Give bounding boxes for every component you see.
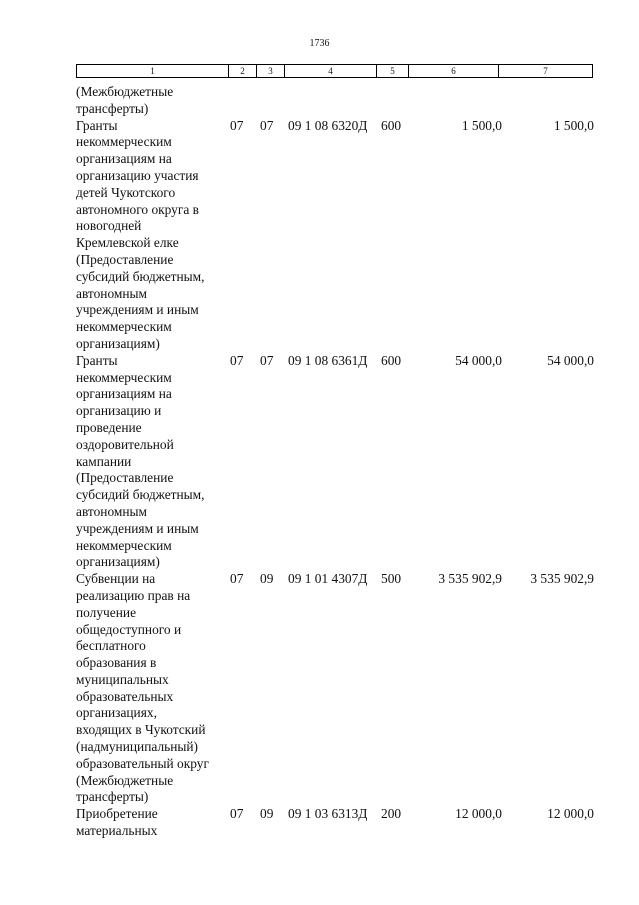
column-header-3: 3 xyxy=(257,65,285,78)
section-code: 07 xyxy=(230,117,244,133)
column-header-6: 6 xyxy=(409,65,499,78)
subsection-code: 09 xyxy=(260,571,274,587)
table-row xyxy=(76,118,596,353)
page-number: 1736 xyxy=(309,38,330,49)
amount-year-2: 1 500,0 xyxy=(553,117,594,133)
subsection-code: 07 xyxy=(260,352,274,368)
table-row xyxy=(76,353,596,571)
budget-table-body xyxy=(76,84,596,840)
amount-year-1: 1 500,0 xyxy=(461,117,502,133)
row-description: Гранты некоммерческим организациям на организацию участия детей Чукотского автономного округа в новогодней Кремлевской елке (Предоставление субсидий бюджетным, автономным учреждениям и иным некоммерческим организациям) xyxy=(76,117,205,351)
subsection-code: 07 xyxy=(260,117,274,133)
section-code: 07 xyxy=(230,806,244,822)
column-header-5: 5 xyxy=(377,65,409,78)
column-header-7: 7 xyxy=(499,65,593,78)
row-description: Приобретение материальных xyxy=(76,806,158,839)
amount-year-1: 54 000,0 xyxy=(455,352,502,368)
expense-type-code: 200 xyxy=(381,806,402,822)
column-header-4: 4 xyxy=(285,65,377,78)
column-header-1: 1 xyxy=(77,65,229,78)
row-description: Субвенции на реализацию прав на получение общедоступного и бесплатного образования в муниципальных образовательных организациях, входящих в Чукотский (надмуниципальный) образовательный округ (Межбюджетные трансферты) xyxy=(76,571,209,805)
amount-year-2: 12 000,0 xyxy=(547,806,594,822)
section-code: 07 xyxy=(230,352,244,368)
table-row-continuation xyxy=(76,84,596,118)
expense-type-code: 600 xyxy=(381,352,402,368)
section-code: 07 xyxy=(230,571,244,587)
target-article-code: 09 1 03 6313Д xyxy=(288,806,368,822)
amount-year-2: 54 000,0 xyxy=(547,352,594,368)
column-header-table xyxy=(76,64,593,78)
expense-type-code: 600 xyxy=(381,117,402,133)
target-article-code: 09 1 08 6320Д xyxy=(288,117,368,133)
row-description: (Межбюджетные трансферты) xyxy=(76,84,174,116)
amount-year-2: 3 535 902,9 xyxy=(530,571,594,587)
column-header-row xyxy=(77,65,593,78)
table-row xyxy=(76,806,596,840)
target-article-code: 09 1 01 4307Д xyxy=(288,571,368,587)
subsection-code: 09 xyxy=(260,806,274,822)
column-header-2: 2 xyxy=(229,65,257,78)
amount-year-1: 3 535 902,9 xyxy=(438,571,502,587)
expense-type-code: 500 xyxy=(381,571,402,587)
amount-year-1: 12 000,0 xyxy=(455,806,502,822)
table-row xyxy=(76,571,596,806)
row-description: Гранты некоммерческим организациям на организацию и проведение оздоровительной кампании (Предоставление субсидий бюджетным, автономным учреждениям и иным некоммерческим организациям) xyxy=(76,352,205,570)
target-article-code: 09 1 08 6361Д xyxy=(288,352,368,368)
